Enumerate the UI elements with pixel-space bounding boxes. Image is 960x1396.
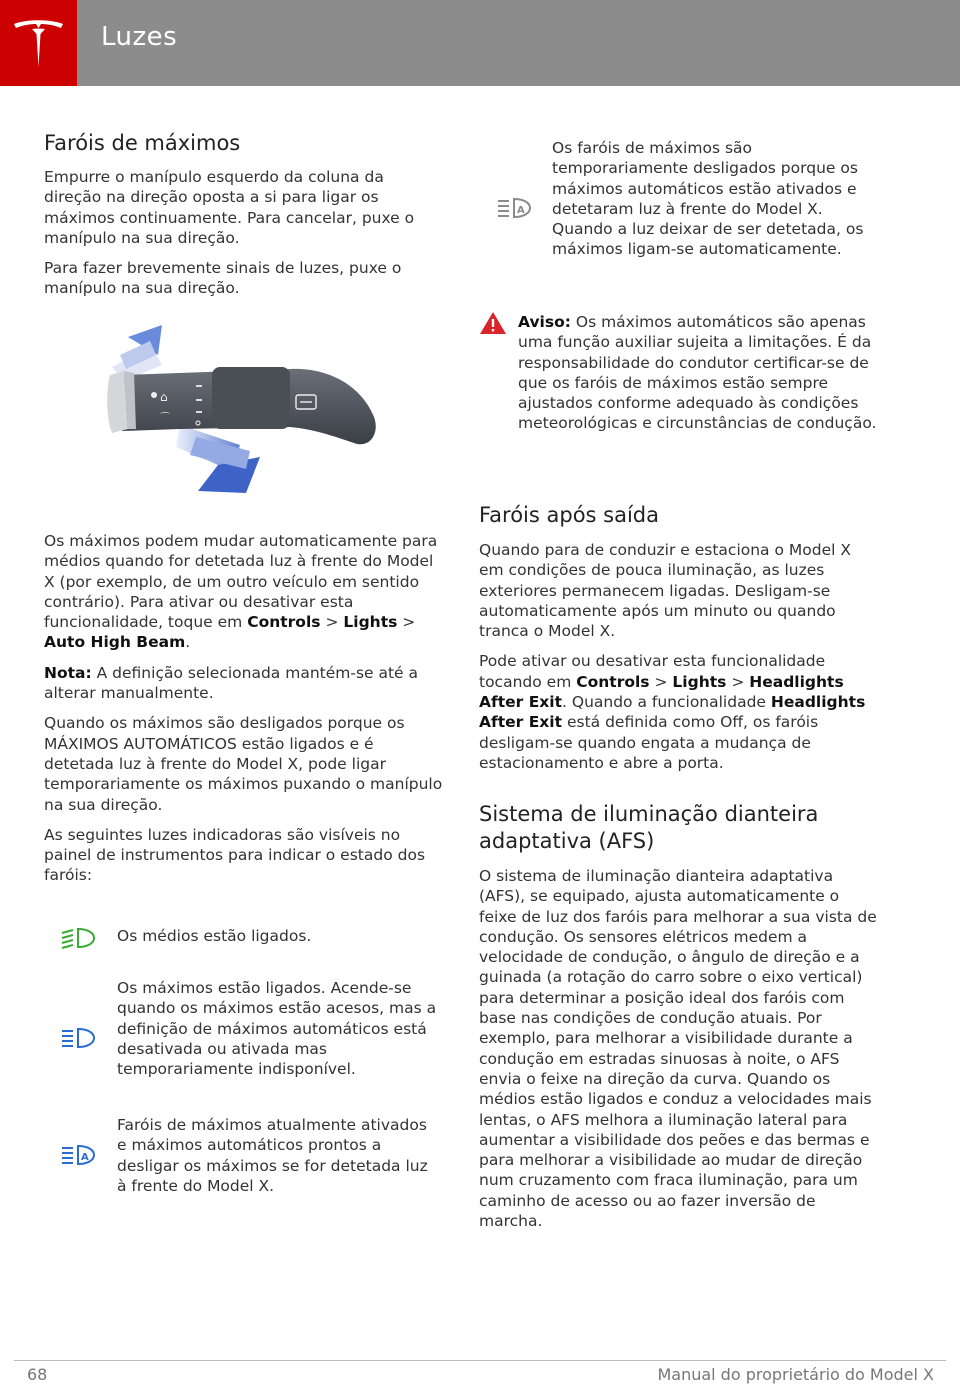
warning-label: Aviso: bbox=[518, 313, 571, 331]
indicator-auto-high-beam-off-text: Os faróis de máximos são temporariamente desligados porque os máximos automáticos estão ativados e detetaram luz à frente do Model X. Quando a luz deixar de ser detetada, os máximos ligam-se automaticamente. bbox=[552, 139, 864, 259]
warning-text: Aviso: Os máximos automáticos são apenas uma função auxiliar sujeita a limitações. É da responsabilidade do condutor certificar-se de que os faróis de máximos estão sempre ajustados conforme adequado às condições meteorológicas e circunstâncias de condução. bbox=[518, 313, 877, 433]
indicator-high-beam-text: Os máximos estão ligados. Acende-se quando os máximos estão acesos, mas a definição de máximos automáticos está desativada ou ativada mas temporariamente indisponível. bbox=[117, 979, 437, 1079]
stalk-illustration bbox=[100, 325, 380, 497]
auto-high-beam-icon bbox=[58, 1142, 96, 1168]
auto-high-beam-off-icon bbox=[494, 195, 532, 221]
note-label: Nota: bbox=[44, 663, 92, 682]
high-beam-icon bbox=[58, 1025, 96, 1051]
paragraph: Quando os máximos são desligados porque os MÁXIMOS AUTOMÁTICOS estão ligados e é detetada luz à frente do Model X, pode ligar temporariamente os máximos puxando o manípulo na sua direção. bbox=[44, 714, 443, 814]
indicator-auto-high-beam-text: Faróis de máximos atualmente ativados e máximos automáticos prontos a desligar os máximos se for detetada luz à frente do Model X. bbox=[117, 1116, 428, 1195]
brand-logo bbox=[0, 0, 77, 86]
headlights-after-exit-setting: Headlights After Exit bbox=[479, 693, 866, 732]
svg-text:A: A bbox=[517, 205, 525, 216]
lights-link: Lights bbox=[343, 613, 398, 632]
page-number: 68 bbox=[27, 1365, 48, 1384]
page-title: Luzes bbox=[101, 22, 178, 52]
headlights-after-exit-link: Headlights After Exit bbox=[479, 672, 844, 712]
afs-body bbox=[479, 866, 879, 1241]
controls-link: Controls bbox=[247, 613, 321, 632]
section-title-headlights-after-exit: Faróis após saída bbox=[479, 503, 659, 527]
lights-link: Lights bbox=[672, 672, 727, 691]
svg-text:⌂: ⌂ bbox=[160, 390, 168, 404]
footer-title: Manual do proprietário do Model X bbox=[657, 1365, 934, 1384]
svg-text:A: A bbox=[81, 1152, 89, 1163]
headlights-after-exit-body bbox=[479, 540, 879, 783]
auto-high-beam-paragraph: Os máximos podem mudar automaticamente para médios quando for detetada luz à frente do Model X (por exemplo, de um outro veículo em sentido contrário). Para ativar ou desativar esta funcionalidade, toque em Controls > Lights > Auto High Beam. bbox=[44, 532, 438, 652]
left-body bbox=[44, 531, 444, 896]
paragraph: As seguintes luzes indicadoras são visíveis no painel de instrumentos para indicar o estado dos faróis: bbox=[44, 825, 426, 885]
controls-link: Controls bbox=[576, 672, 650, 691]
paragraph: Para fazer brevemente sinais de luzes, puxe o manípulo na sua direção. bbox=[44, 259, 402, 298]
left-intro bbox=[44, 167, 444, 309]
headlights-after-exit-paragraph: Pode ativar ou desativar esta funcionalidade tocando em Controls > Lights > Headlights After Exit. Quando a funcionalidade Headlights After Exit está definida como Off, os faróis desligam-se quando engata a mudança de estacionamento e abre a porta. bbox=[479, 652, 866, 772]
paragraph: Quando para de conduzir e estaciona o Model X em condições de pouca iluminação, as luzes exteriores permanecem ligadas. Desligam-se automaticamente após um minuto ou quando tranca o Model X. bbox=[479, 541, 851, 641]
tesla-logo-icon bbox=[12, 18, 65, 68]
svg-text:⌒: ⌒ bbox=[160, 413, 170, 424]
warning-icon bbox=[478, 310, 508, 336]
footer-divider bbox=[14, 1360, 946, 1361]
paragraph: Empurre o manípulo esquerdo da coluna da direção na direção oposta a si para ligar os máximos continuamente. Para cancelar, puxe o manípulo na sua direção. bbox=[44, 168, 415, 247]
page-header bbox=[0, 0, 960, 86]
indicator-low-beam-text: Os médios estão ligados. bbox=[117, 927, 312, 945]
low-beam-icon bbox=[58, 925, 96, 951]
auto-high-beam-link: Auto High Beam bbox=[44, 633, 186, 652]
stalk-image bbox=[100, 325, 380, 497]
note-paragraph: Nota: A definição selecionada mantém-se até a alterar manualmente. bbox=[44, 663, 419, 703]
paragraph: O sistema de iluminação dianteira adaptativa (AFS), se equipado, ajusta automaticamente o feixe de luz dos faróis para melhorar a sua vista de condução. Os sensores elétricos medem a velocidade de condução, o ângulo de direção e a guinada (a rotação do carro sobre o eixo vertical) para determinar a posição ideal dos faróis com base nas condições de condução atuais. Por exemplo, para melhorar a visibilidade durante a condução em estradas sinuosas à noite, o AFS envia o feixe na direção da curva. Quando os médios estão ligados e conduz a velocidades mais lentas, o AFS melhora a iluminação lateral para aumentar a visibilidade dos peões e das bermas e para melhorar a visibilidade ao mudar de direção num cruzamento com fraca iluminação, para um caminho de acesso ou ao fazer inversão de marcha. bbox=[479, 867, 877, 1231]
section-title-high-beam: Faróis de máximos bbox=[44, 131, 241, 155]
section-title-afs: Sistema de iluminação dianteira adaptativa (AFS) bbox=[479, 802, 819, 853]
